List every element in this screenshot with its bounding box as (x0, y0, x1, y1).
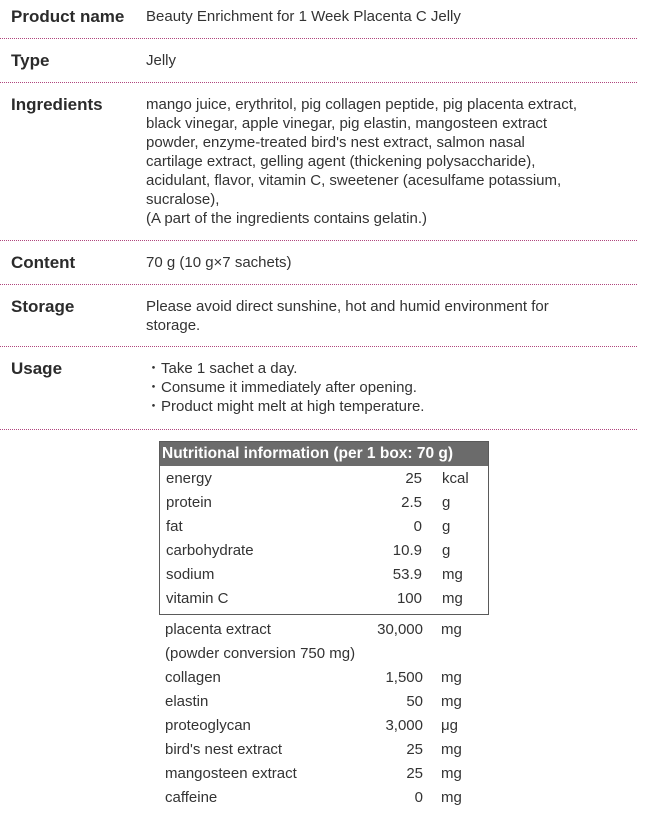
ingredient-row-caffeine (159, 786, 489, 810)
usage-item: ・ Product might melt at high temperature. (146, 397, 637, 416)
ingredient-amount: 50 (406, 693, 423, 710)
spec-value-usage (146, 359, 637, 429)
ingredients-line: powder, enzyme-treated bird's nest extract, salmon nasal (146, 134, 525, 151)
ingredient-amount: 1,500 (385, 669, 423, 686)
ingredient-name: caffeine (165, 789, 218, 806)
ingredients-line: black vinegar, apple vinegar, pig elastin, mangosteen extract (146, 115, 548, 132)
ingredient-name: placenta extract (165, 621, 271, 638)
nutrient-value: 100 (396, 590, 422, 607)
usage-list (146, 359, 637, 416)
spec-row-ingredients (0, 83, 637, 241)
ingredients-line: cartilage extract, gelling agent (thickening polysaccharide), (146, 153, 536, 170)
nutrient-unit: kcal (442, 470, 469, 487)
nutrient-name: carbohydrate (166, 542, 254, 559)
ingredient-name: mangosteen extract (165, 765, 297, 782)
ingredients-line: acidulant, flavor, vitamin C, sweetener (acesulfame potassium, (146, 172, 562, 189)
ingredients-line: mango juice, erythritol, pig collagen peptide, pig placenta extract, (146, 96, 578, 113)
spec-label-usage: Usage (11, 359, 63, 378)
nutrient-name: vitamin C (166, 590, 229, 607)
ingredient-unit: mg (441, 789, 462, 806)
ingredient-name: (powder conversion 750 mg) (165, 645, 356, 662)
nutrition-row-protein (160, 491, 488, 515)
spec-label-content: Content (11, 253, 76, 272)
nutrient-value: 2.5 (401, 494, 422, 511)
nutrient-unit: g (442, 494, 451, 511)
ingredient-name: collagen (165, 669, 221, 686)
ingredient-row-collagen (159, 666, 489, 690)
ingredient-amount: 0 (414, 789, 423, 806)
spec-label-product-name: Product name (11, 7, 125, 26)
ingredient-unit: mg (441, 765, 462, 782)
usage-item: ・ Consume it immediately after opening. (146, 378, 637, 397)
ingredient-unit: mg (441, 621, 462, 638)
ingredient-unit: μg (441, 717, 458, 734)
ingredient-name: elastin (165, 693, 209, 710)
ingredient-row-mangosteen-extract (159, 762, 489, 786)
spec-value-product-name: Beauty Enrichment for 1 Week Placenta C Jelly (146, 8, 461, 25)
nutrient-value: 25 (405, 470, 422, 487)
nutrient-value: 10.9 (392, 542, 422, 559)
ingredient-amount: 30,000 (377, 621, 423, 638)
ingredients-line: (A part of the ingredients contains gelatin.) (146, 210, 428, 227)
nutrient-value: 53.9 (392, 566, 422, 583)
ingredient-row-elastin (159, 690, 489, 714)
ingredient-unit: mg (441, 693, 462, 710)
spec-value-type: Jelly (146, 52, 177, 69)
nutrition-row-vitamin-c (160, 587, 488, 611)
ingredient-unit: mg (441, 741, 462, 758)
nutrition-row-energy (160, 467, 488, 491)
nutrition-table (159, 441, 489, 615)
ingredient-row-birds-nest-extract (159, 738, 489, 762)
ingredient-row-powder-conversion (159, 642, 489, 666)
spec-label-storage: Storage (11, 297, 75, 316)
spec-label-type: Type (11, 51, 50, 70)
nutrition-row-fat (160, 515, 488, 539)
spec-value-storage (146, 297, 637, 346)
spec-label-ingredients: Ingredients (11, 95, 103, 114)
storage-line: storage. (146, 317, 201, 334)
nutrient-name: sodium (166, 566, 215, 583)
spec-row-product-name (0, 0, 637, 39)
ingredient-amount: 3,000 (385, 717, 423, 734)
ingredients-line: sucralose), (146, 191, 220, 208)
ingredient-amount: 25 (406, 765, 423, 782)
usage-item: ・ Take 1 sachet a day. (146, 359, 637, 378)
ingredient-unit: mg (441, 669, 462, 686)
ingredient-name: proteoglycan (165, 717, 251, 734)
storage-line: Please avoid direct sunshine, hot and humid environment for (146, 298, 549, 315)
nutrient-name: energy (166, 470, 212, 487)
nutrient-name: fat (166, 518, 183, 535)
nutrient-unit: mg (442, 590, 463, 607)
ingredient-amount: 25 (406, 741, 423, 758)
functional-ingredients-list (159, 618, 489, 810)
nutrition-row-sodium (160, 563, 488, 587)
spec-row-type (0, 39, 637, 83)
nutrient-unit: g (442, 518, 451, 535)
nutrition-row-carbohydrate (160, 539, 488, 563)
ingredient-row-placenta-extract (159, 618, 489, 642)
nutrition-table-title: Nutritional information (per 1 box: 70 g) (160, 442, 488, 466)
spec-value-content: 70 g (10 g×7 sachets) (146, 254, 292, 271)
nutrient-name: protein (166, 494, 212, 511)
spec-row-content (0, 241, 637, 285)
ingredient-row-proteoglycan (159, 714, 489, 738)
ingredient-name: bird's nest extract (165, 741, 283, 758)
nutrient-unit: mg (442, 566, 463, 583)
spec-row-usage (0, 347, 637, 430)
spec-row-storage (0, 285, 637, 347)
spec-value-ingredients (146, 95, 637, 240)
nutrient-unit: g (442, 542, 451, 559)
nutrient-value: 0 (413, 518, 422, 535)
